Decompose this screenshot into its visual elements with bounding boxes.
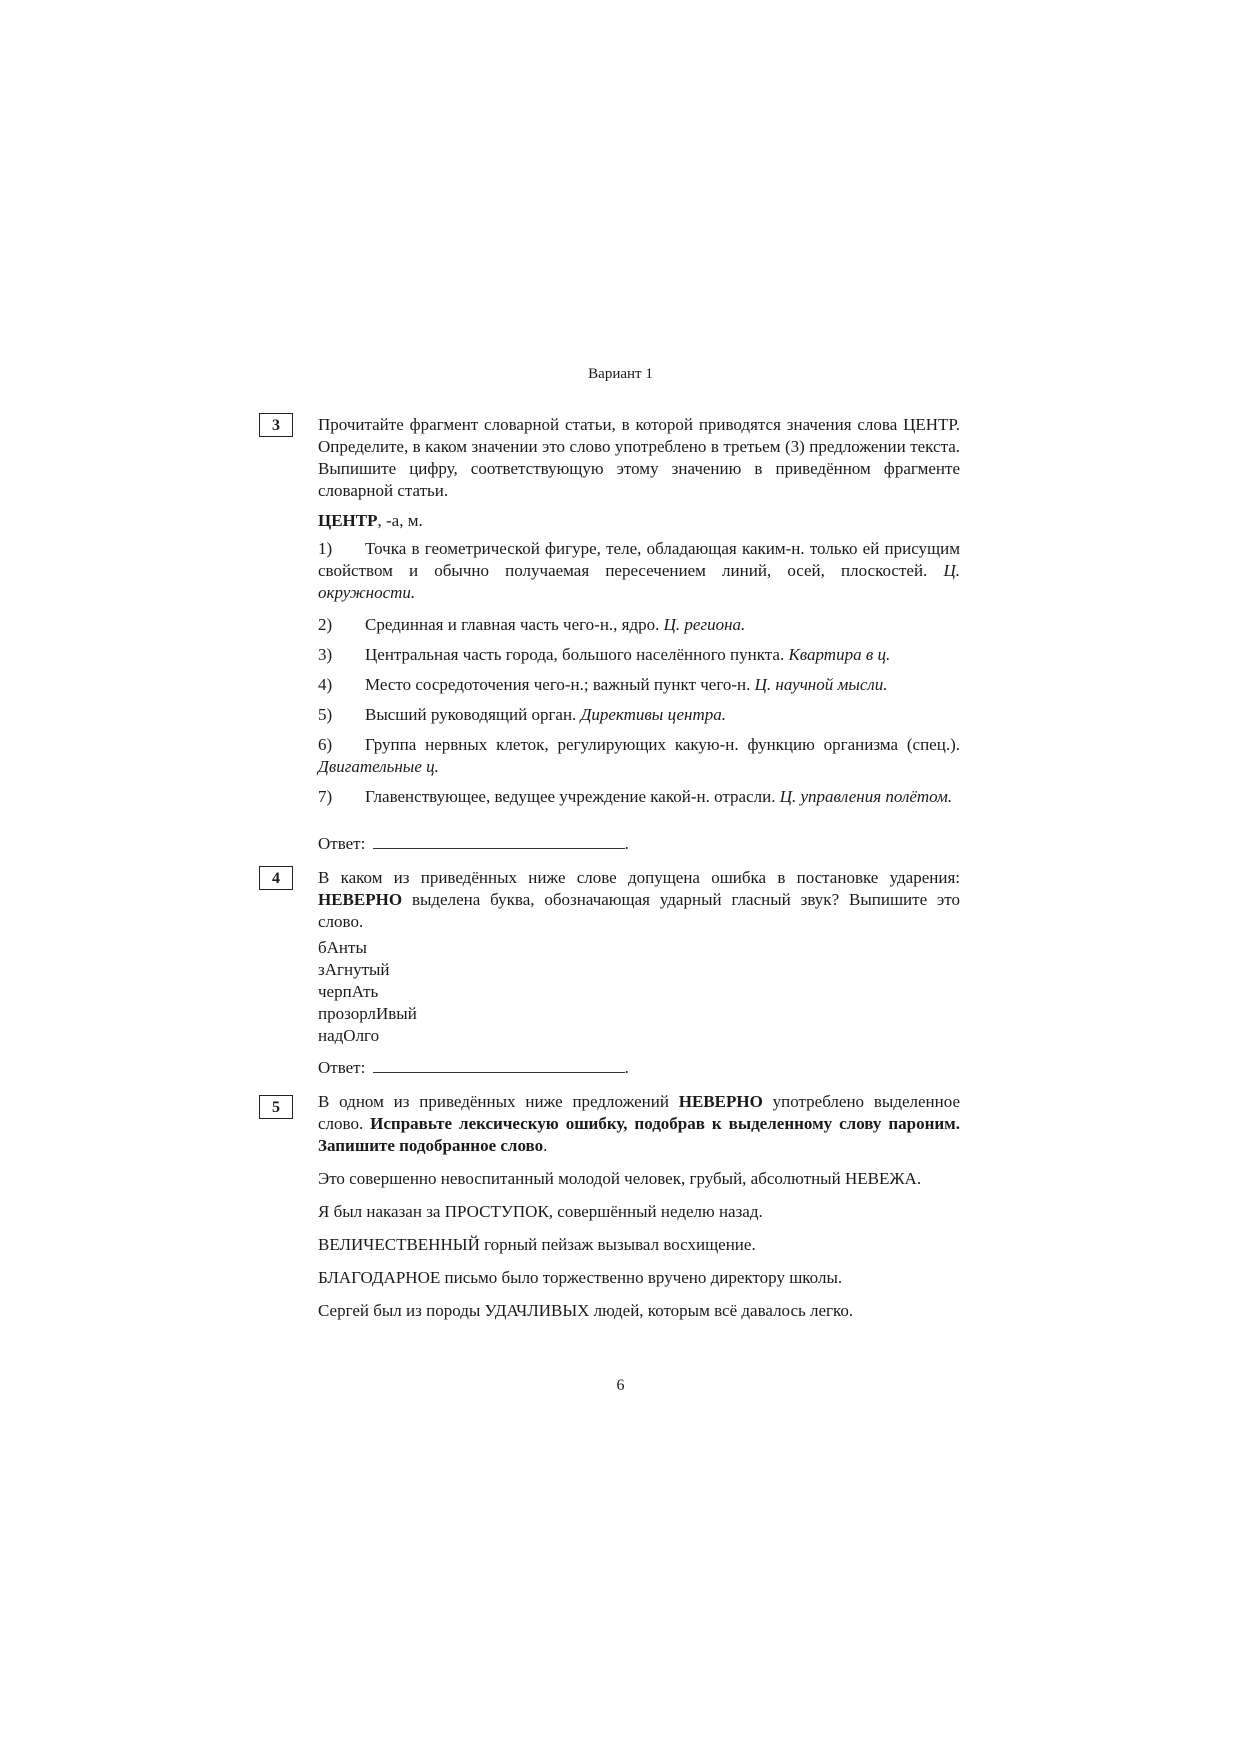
definition-number: 1) <box>318 539 333 558</box>
definition-number: 2) <box>318 615 333 634</box>
word-1: бАнты <box>318 938 367 957</box>
definition-3 <box>318 644 960 666</box>
intro-instruction: Исправьте лексическую ошибку, подобрав к выделенному слову пароним. Запишите подобранное слово <box>318 1114 960 1155</box>
question-4-body <box>318 867 960 939</box>
definition-example: Квартира в ц. <box>788 645 891 664</box>
answer-end: . <box>624 1058 629 1077</box>
variant-header: Вариант 1 <box>588 366 653 382</box>
word-5: надОлго <box>318 1026 380 1045</box>
question-4-intro <box>318 867 960 933</box>
question-3-body <box>318 414 960 815</box>
definition-7 <box>318 786 960 808</box>
page-number: 6 <box>616 1377 625 1394</box>
definition-text: Место сосредоточения чего-н.; важный пункт чего-н. <box>365 675 755 694</box>
sentence-3: ВЕЛИЧЕСТВЕННЫЙ горный пейзаж вызывал восхищение. <box>318 1235 756 1254</box>
definition-example: Ц. окружности. <box>318 561 960 602</box>
question-5-intro <box>318 1091 960 1157</box>
answer-end: . <box>624 834 629 853</box>
word-list <box>318 937 960 1047</box>
definition-5 <box>318 704 960 726</box>
sentence-4: БЛАГОДАРНОЕ письмо было торжественно вручено директору школы. <box>318 1268 843 1287</box>
dictionary-entry-heading <box>318 510 960 532</box>
intro-emphasis: НЕВЕРНО <box>678 1092 763 1111</box>
definition-2 <box>318 614 960 636</box>
definition-number: 5) <box>318 705 333 724</box>
intro-emphasis: НЕВЕРНО <box>318 890 403 909</box>
intro-text: . <box>543 1136 548 1155</box>
question-number-box-3: 3 <box>259 413 293 437</box>
sentence-2: Я был наказан за ПРОСТУПОК, совершённый неделю назад. <box>318 1202 763 1221</box>
definition-1 <box>318 538 960 604</box>
answer-label: Ответ: <box>318 1058 366 1077</box>
answer-line[interactable] <box>373 834 625 849</box>
intro-text: В каком из приведённых ниже слове допущена ошибка в постановке ударения: <box>318 868 960 887</box>
sentence-1: Это совершенно невоспитанный молодой человек, грубый, абсолютный НЕВЕЖА. <box>318 1169 922 1188</box>
question-3-answer <box>318 833 960 855</box>
intro-text: употреблено выделенное слово. <box>318 1092 960 1133</box>
headword: ЦЕНТР <box>318 511 378 530</box>
headword-grammar: , -а, м. <box>377 511 423 530</box>
definition-text: Главенствующее, ведущее учреждение какой-н. отрасли. <box>365 787 780 806</box>
definition-number: 4) <box>318 675 333 694</box>
question-5-body <box>318 1091 960 1333</box>
definition-text: Группа нервных клеток, регулирующих какую-н. функцию организма (спец.). <box>365 735 960 754</box>
definition-example: Ц. региона. <box>663 615 746 634</box>
definition-text: Срединная и главная часть чего-н., ядро. <box>365 615 664 634</box>
question-3-intro: Прочитайте фрагмент словарной статьи, в которой приводятся значения слова ЦЕНТР. Определите, в каком значении это слово употреблено в третьем (3) предложении текста. Выпишите цифру, соответствующую этому значению в приведённом фрагменте словарной статьи. <box>318 415 960 500</box>
word-3: черпАть <box>318 982 379 1001</box>
definition-example: Ц. управления полётом. <box>779 787 953 806</box>
word-2: зАгнутый <box>318 960 390 979</box>
definition-example: Директивы центра. <box>580 705 727 724</box>
definition-text: Точка в геометрической фигуре, теле, обладающая каким-н. только ей присущим свойством и обычно получаемая пересечением линий, осей, плоскостей. <box>318 539 960 580</box>
definition-6 <box>318 734 960 778</box>
word-4: прозорлИвый <box>318 1004 417 1023</box>
definition-number: 3) <box>318 645 333 664</box>
question-4-answer <box>318 1057 960 1079</box>
question-number-box-5: 5 <box>259 1095 293 1119</box>
definition-number: 7) <box>318 787 333 806</box>
answer-label: Ответ: <box>318 834 366 853</box>
definition-example: Ц. научной мысли. <box>754 675 888 694</box>
definition-example: Двигательные ц. <box>318 757 439 776</box>
definition-text: Центральная часть города, большого населённого пункта. <box>365 645 789 664</box>
definition-4 <box>318 674 960 696</box>
answer-line[interactable] <box>373 1058 625 1073</box>
question-number-box-4: 4 <box>259 866 293 890</box>
intro-text: выделена буква, обозначающая ударный гласный звук? Выпишите это слово. <box>318 890 960 931</box>
sentence-5: Сергей был из породы УДАЧЛИВЫХ людей, которым всё давалось легко. <box>318 1301 854 1320</box>
intro-text: В одном из приведённых ниже предложений <box>318 1092 679 1111</box>
definition-number: 6) <box>318 735 333 754</box>
definition-text: Высший руководящий орган. <box>365 705 581 724</box>
